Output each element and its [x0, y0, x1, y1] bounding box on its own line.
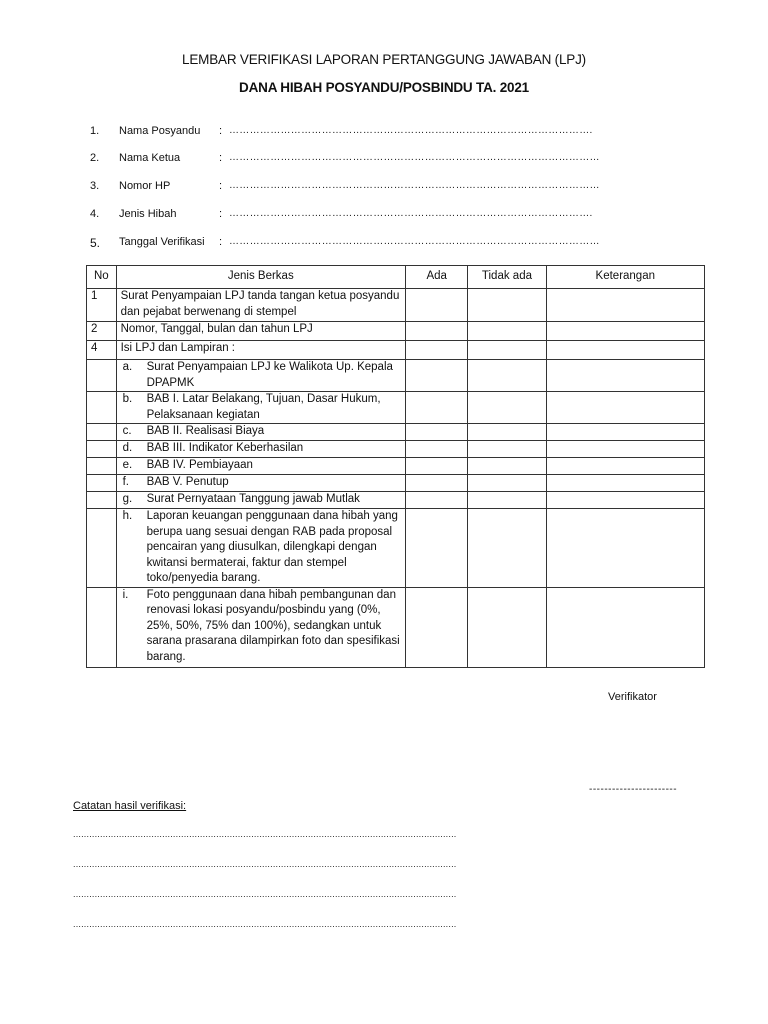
subrow-cell [116, 441, 405, 458]
subrow-letter: f. [122, 476, 129, 488]
cell-ada[interactable] [406, 509, 468, 588]
cell-keterangan[interactable] [546, 441, 704, 458]
header-jenis-berkas: Jenis Berkas [116, 266, 405, 289]
field-colon: : [219, 180, 223, 192]
cell-keterangan[interactable] [546, 289, 704, 322]
row-number [87, 458, 117, 475]
table-subrow [87, 458, 705, 475]
header-keterangan: Keterangan [546, 266, 704, 289]
field-number: 2. [90, 152, 100, 164]
title-line-1: LEMBAR VERIFIKASI LAPORAN PERTANGGUNG JAWABAN (LPJ) [182, 52, 586, 67]
table-subrow [87, 509, 705, 588]
title-line-2: DANA HIBAH POSYANDU/POSBINDU TA. 2021 [239, 80, 529, 95]
cell-tidak-ada[interactable] [468, 289, 546, 322]
cell-tidak-ada[interactable] [468, 424, 546, 441]
field-nomor-hp [0, 180, 768, 200]
cell-keterangan[interactable] [546, 587, 704, 667]
catatan-line[interactable]: .............................................................................................................................................. [73, 829, 457, 839]
header-ada: Ada [406, 266, 468, 289]
cell-keterangan[interactable] [546, 509, 704, 588]
table-row [87, 341, 705, 360]
field-jenis-hibah [0, 208, 768, 228]
subrow-cell [116, 587, 405, 667]
field-dots: ……………………………………………………………………………………………. [229, 208, 593, 219]
cell-tidak-ada[interactable] [468, 509, 546, 588]
field-colon: : [219, 208, 223, 220]
subrow-letter: h. [122, 510, 133, 522]
field-dots: ……………………………………………………………………………………………. [229, 125, 593, 136]
cell-tidak-ada[interactable] [468, 360, 546, 392]
subrow-text: BAB I. Latar Belakang, Tujuan, Dasar Hukum, Pelaksanaan kegiatan [146, 393, 381, 421]
field-label: Tanggal Verifikasi [119, 236, 205, 248]
row-number [87, 492, 117, 509]
row-number: 1 [87, 289, 117, 322]
cell-tidak-ada[interactable] [468, 392, 546, 424]
field-number: 5. [90, 236, 101, 250]
subrow-text: Foto penggunaan dana hibah pembangunan dan renovasi lokasi posyandu/posbindu yang (0%, 25%, 50%, 75% dan 100%), sedangkan untuk sarana prasarana dilampirkan foto dan spesifikasi barang. [146, 588, 400, 663]
cell-tidak-ada[interactable] [468, 587, 546, 667]
subrow-cell [116, 458, 405, 475]
field-tanggal-verifikasi [0, 236, 768, 256]
field-colon: : [219, 236, 223, 248]
subrow-text: Surat Pernyataan Tanggung jawab Mutlak [146, 493, 360, 505]
cell-ada[interactable] [406, 424, 468, 441]
field-dots: ……………………………………………………………………………………………… [229, 236, 600, 247]
field-number: 1. [90, 125, 100, 137]
subrow-letter: b. [122, 393, 133, 405]
cell-tidak-ada[interactable] [468, 492, 546, 509]
signature-line: ----------------------- [589, 784, 678, 795]
cell-tidak-ada[interactable] [468, 322, 546, 341]
cell-keterangan[interactable] [546, 475, 704, 492]
catatan-heading: Catatan hasil verifikasi: [73, 800, 187, 812]
table-subrow [87, 441, 705, 458]
table-subrow [87, 392, 705, 424]
cell-ada[interactable] [406, 441, 468, 458]
field-number: 3. [90, 180, 100, 192]
row-number [87, 392, 117, 424]
subrow-text: BAB V. Penutup [146, 476, 229, 488]
cell-ada[interactable] [406, 475, 468, 492]
subrow-text: BAB III. Indikator Keberhasilan [146, 442, 304, 454]
subrow-text: Laporan keuangan penggunaan dana hibah yang berupa uang sesuai dengan RAB pada proposal pencairan yang diusulkan, dilengkapi dengan kwitansi bermaterai, faktur dan stempel toko/penyedia barang. [146, 510, 398, 584]
field-colon: : [219, 125, 223, 137]
subrow-text: BAB II. Realisasi Biaya [146, 425, 265, 437]
cell-keterangan[interactable] [546, 424, 704, 441]
catatan-line[interactable]: .............................................................................................................................................. [73, 919, 457, 929]
cell-ada[interactable] [406, 341, 468, 360]
cell-ada[interactable] [406, 360, 468, 392]
row-number [87, 475, 117, 492]
row-number [87, 424, 117, 441]
cell-keterangan[interactable] [546, 322, 704, 341]
subrow-letter: c. [122, 425, 132, 437]
cell-ada[interactable] [406, 458, 468, 475]
subrow-text: BAB IV. Pembiayaan [146, 459, 253, 471]
cell-ada[interactable] [406, 587, 468, 667]
cell-tidak-ada[interactable] [468, 475, 546, 492]
field-nama-ketua [0, 152, 768, 172]
subrow-cell [116, 424, 405, 441]
subrow-letter: i. [122, 588, 129, 601]
table-subrow [87, 587, 705, 667]
subrow-letter: d. [122, 442, 133, 454]
cell-tidak-ada[interactable] [468, 458, 546, 475]
row-number [87, 441, 117, 458]
header-no: No [87, 266, 117, 289]
catatan-line[interactable]: .............................................................................................................................................. [73, 859, 457, 869]
row-number: 4 [87, 341, 117, 360]
cell-tidak-ada[interactable] [468, 341, 546, 360]
row-number [87, 360, 117, 392]
subrow-letter: e. [122, 459, 133, 471]
header-tidak-ada: Tidak ada [468, 266, 546, 289]
cell-ada[interactable] [406, 322, 468, 341]
subrow-cell [116, 492, 405, 509]
subrow-cell [116, 360, 405, 392]
field-number: 4. [90, 208, 100, 220]
row-text: Nomor, Tanggal, bulan dan tahun LPJ [116, 322, 405, 341]
table-subrow [87, 475, 705, 492]
field-label: Nama Posyandu [119, 125, 201, 137]
cell-keterangan[interactable] [546, 360, 704, 392]
subrow-letter: g. [122, 493, 133, 505]
cell-keterangan[interactable] [546, 341, 704, 360]
field-label: Jenis Hibah [119, 208, 177, 220]
field-label: Nomor HP [119, 180, 171, 192]
verifikator-label: Verifikator [608, 691, 657, 703]
berkas-table [86, 265, 705, 668]
field-colon: : [219, 152, 223, 164]
table-subrow [87, 424, 705, 441]
catatan-line[interactable]: .............................................................................................................................................. [73, 889, 457, 899]
field-dots: ……………………………………………………………………………………………… [229, 180, 600, 191]
cell-ada[interactable] [406, 289, 468, 322]
field-nama-posyandu [0, 125, 768, 145]
table-subrow [87, 360, 705, 392]
subrow-cell [116, 509, 405, 588]
subrow-cell [116, 475, 405, 492]
row-text: Surat Penyampaian LPJ tanda tangan ketua posyandu dan pejabat berwenang di stempel [116, 289, 405, 322]
row-text: Isi LPJ dan Lampiran : [116, 341, 405, 360]
row-number [87, 587, 117, 667]
subrow-text: Surat Penyampaian LPJ ke Walikota Up. Kepala DPAPMK [146, 361, 393, 389]
table-row [87, 322, 705, 341]
cell-ada[interactable] [406, 492, 468, 509]
table-row [87, 289, 705, 322]
cell-keterangan[interactable] [546, 458, 704, 475]
field-dots: ……………………………………………………………………………………………… [229, 152, 600, 163]
row-number [87, 509, 117, 588]
table-subrow [87, 492, 705, 509]
field-label: Nama Ketua [119, 152, 181, 164]
subrow-cell [116, 392, 405, 424]
cell-keterangan[interactable] [546, 492, 704, 509]
row-number: 2 [87, 322, 117, 341]
subrow-letter: a. [122, 361, 133, 373]
cell-tidak-ada[interactable] [468, 441, 546, 458]
cell-ada[interactable] [406, 392, 468, 424]
cell-keterangan[interactable] [546, 392, 704, 424]
table-header-row [87, 266, 705, 289]
